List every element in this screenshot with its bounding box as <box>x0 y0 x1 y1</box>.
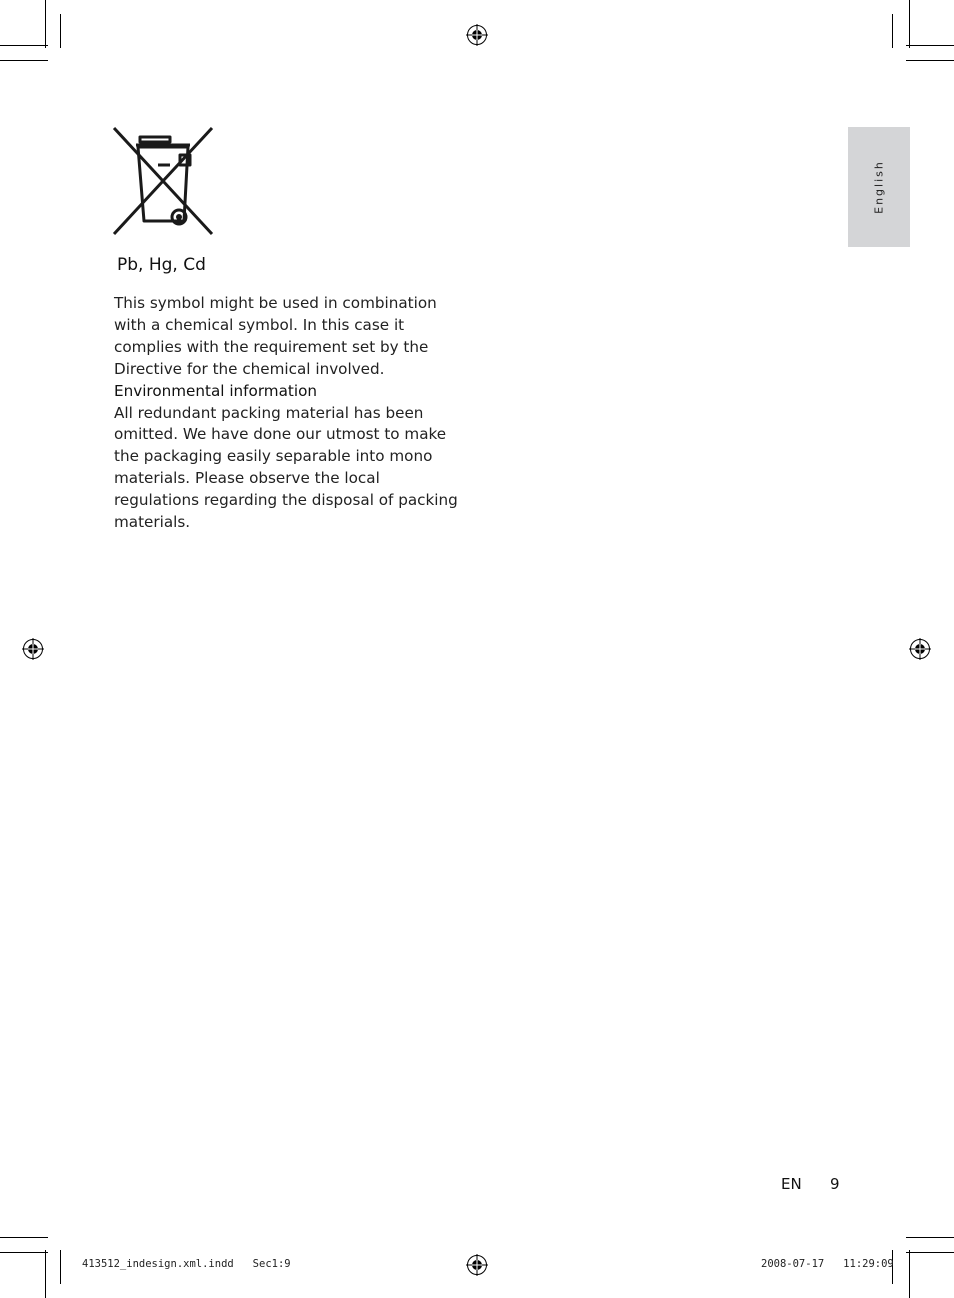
language-tab <box>848 127 910 247</box>
crop-mark <box>45 1250 46 1298</box>
slug-datetime: 2008-07-17 11:29:09 <box>761 1258 894 1270</box>
crop-mark <box>0 1237 48 1238</box>
registration-mark-icon <box>466 24 488 46</box>
body-text <box>114 293 459 534</box>
registration-mark-icon <box>466 1254 488 1276</box>
page-number: 9 <box>830 1175 840 1193</box>
crop-mark <box>906 60 954 61</box>
crop-mark <box>909 1250 910 1298</box>
registration-mark-icon <box>909 638 931 660</box>
crop-mark <box>909 0 910 48</box>
crop-mark <box>0 1252 48 1253</box>
crop-mark <box>906 1237 954 1238</box>
crop-mark <box>60 1250 61 1284</box>
registration-mark-icon <box>22 638 44 660</box>
footer-language-code: EN <box>781 1175 802 1193</box>
crossed-out-wheelie-bin-icon <box>110 125 216 237</box>
crop-mark <box>0 45 48 46</box>
language-tab-label: English <box>872 160 886 214</box>
environmental-info-heading: Environmental information <box>114 381 317 400</box>
crop-mark <box>906 1252 954 1253</box>
crop-mark <box>45 0 46 48</box>
crop-mark <box>0 60 48 61</box>
symbol-note-paragraph: This symbol might be used in combination with a chemical symbol. In this case it complies with the requirement set by the Directive for the chemical involved. <box>114 294 437 378</box>
slug-file-info: 413512_indesign.xml.indd Sec1:9 <box>82 1258 291 1270</box>
environmental-info-paragraph: All redundant packing material has been omitted. We have done our utmost to make the packaging easily separable into mono materials. Please observe the local regulations regarding the disposal of packing materials. <box>114 403 458 532</box>
crop-mark <box>60 14 61 48</box>
chemical-symbols-caption: Pb, Hg, Cd <box>117 255 206 275</box>
crop-mark <box>906 45 954 46</box>
crop-mark <box>892 14 893 48</box>
